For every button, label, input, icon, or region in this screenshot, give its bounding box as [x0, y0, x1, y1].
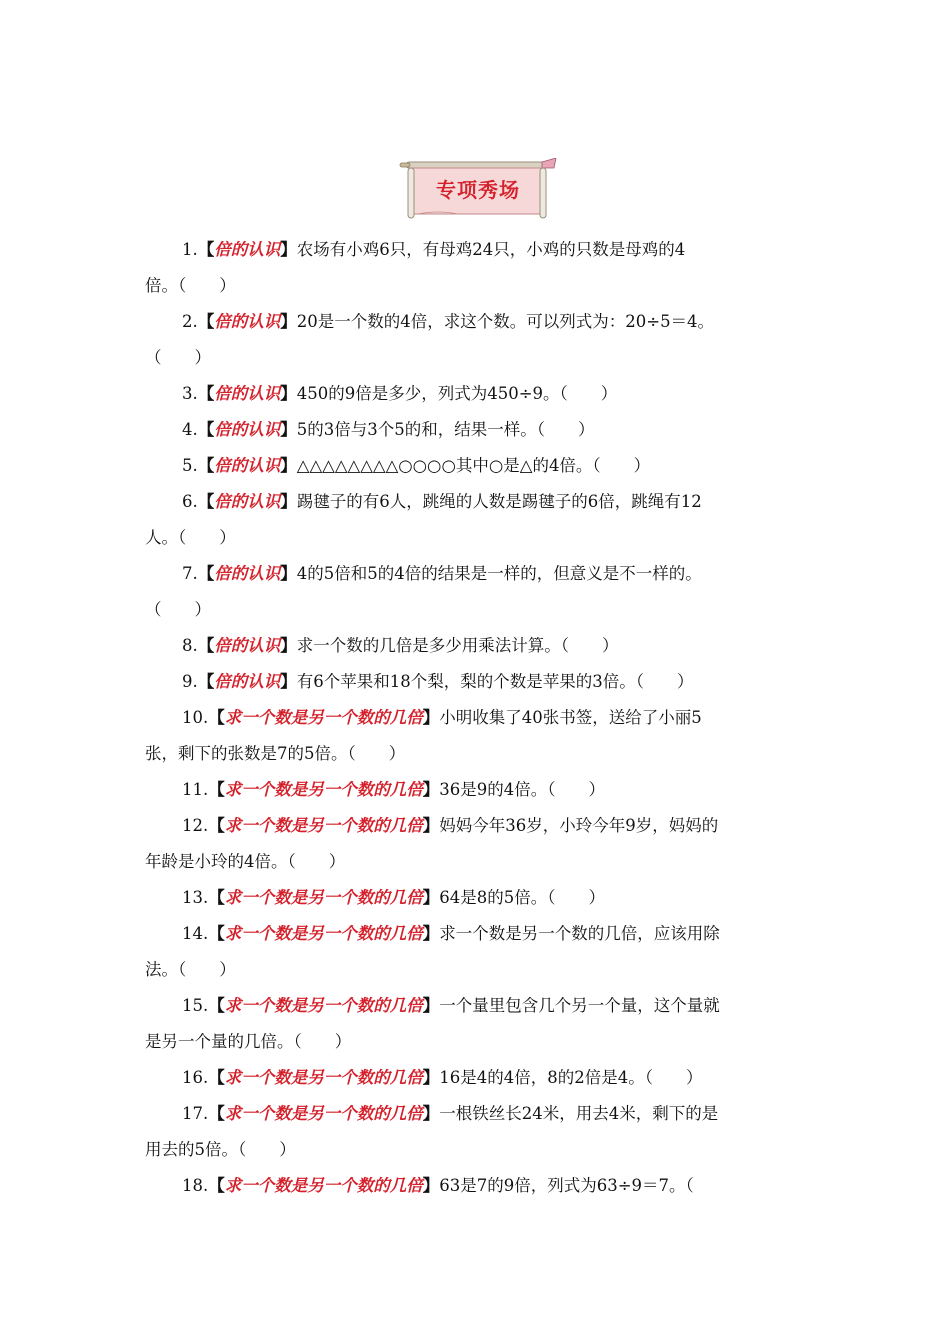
question-item [145, 1060, 810, 1096]
bracket-close: 】 [422, 708, 440, 727]
question-number: 1. [182, 240, 198, 259]
question-text: 16是4的4倍，8的2倍是4。（ ） [439, 1068, 703, 1087]
bracket-open: 【 [208, 816, 225, 835]
question-item [145, 880, 810, 916]
question-number: 8. [182, 636, 198, 655]
section-banner [398, 158, 558, 222]
question-item [145, 412, 810, 448]
topic-tag: 求一个数是另一个数的几倍 [224, 924, 423, 943]
question-text: 有6个苹果和18个梨，梨的个数是苹果的3倍。（ ） [296, 672, 694, 691]
bracket-open: 【 [197, 456, 215, 475]
bracket-open: 【 [208, 1104, 225, 1123]
question-text: 36是9的4倍。（ ） [439, 780, 605, 799]
topic-tag: 求一个数是另一个数的几倍 [224, 1176, 423, 1195]
question-text: 小明收集了40张书签，送给了小丽5 [439, 708, 702, 727]
question-item [145, 808, 810, 880]
bracket-close: 】 [280, 672, 297, 691]
question-text: 农场有小鸡6只，有母鸡24只，小鸡的只数是母鸡的4 [296, 240, 686, 259]
question-number: 3. [182, 384, 198, 403]
question-text: 5的3倍与3个5的和，结果一样。（ ） [296, 420, 595, 439]
bracket-open: 【 [197, 492, 215, 511]
question-number: 13. [182, 888, 209, 907]
bracket-open: 【 [197, 312, 215, 331]
question-number: 10. [182, 708, 209, 727]
question-text: 一个量里包含几个另一个量，这个量就 [439, 996, 720, 1015]
topic-tag: 倍的认识 [214, 420, 281, 439]
bracket-close: 】 [422, 1068, 440, 1087]
question-number: 2. [182, 312, 198, 331]
question-text: 倍。（ ） [145, 276, 236, 295]
bracket-open: 【 [208, 924, 225, 943]
question-item [145, 304, 810, 376]
question-item [145, 772, 810, 808]
question-item [145, 916, 810, 988]
question-text: 用去的5倍。（ ） [145, 1140, 296, 1159]
bracket-open: 【 [197, 636, 215, 655]
topic-tag: 倍的认识 [214, 492, 281, 511]
topic-tag: 求一个数是另一个数的几倍 [224, 708, 423, 727]
question-item [145, 376, 810, 412]
bracket-close: 】 [280, 636, 297, 655]
bracket-open: 【 [197, 240, 215, 259]
topic-tag: 倍的认识 [214, 384, 281, 403]
topic-tag: 求一个数是另一个数的几倍 [224, 816, 423, 835]
question-text: 踢毽子的有6人，跳绳的人数是踢毽子的6倍，跳绳有12 [296, 492, 702, 511]
bracket-close: 】 [422, 816, 440, 835]
question-number: 14. [182, 924, 209, 943]
question-number: 7. [182, 564, 198, 583]
question-item [145, 700, 810, 772]
bracket-open: 【 [197, 672, 215, 691]
bracket-close: 】 [280, 312, 297, 331]
bracket-open: 【 [208, 1176, 225, 1195]
topic-tag: 倍的认识 [214, 564, 281, 583]
question-number: 4. [182, 420, 198, 439]
question-text: 4的5倍和5的4倍的结果是一样的，但意义是不一样的。 [296, 564, 702, 583]
bracket-close: 】 [422, 780, 440, 799]
question-item [145, 1168, 810, 1204]
question-text: 法。（ ） [145, 960, 236, 979]
question-text: （ ） [145, 600, 211, 619]
question-number: 6. [182, 492, 198, 511]
question-list [145, 232, 810, 1204]
question-number: 12. [182, 816, 209, 835]
question-item [145, 556, 810, 628]
bracket-open: 【 [197, 384, 215, 403]
question-item [145, 448, 810, 484]
bracket-open: 【 [208, 1068, 225, 1087]
question-number: 18. [182, 1176, 209, 1195]
question-number: 16. [182, 1068, 209, 1087]
section-title: 专项秀场 [436, 178, 520, 202]
topic-tag: 求一个数是另一个数的几倍 [224, 1104, 423, 1123]
topic-tag: 求一个数是另一个数的几倍 [224, 780, 423, 799]
question-text: 450的9倍是多少，列式为450÷9。（ ） [296, 384, 618, 403]
bracket-close: 】 [280, 240, 297, 259]
question-item [145, 988, 810, 1060]
bracket-close: 】 [422, 996, 440, 1015]
question-number: 15. [182, 996, 209, 1015]
bracket-open: 【 [208, 888, 225, 907]
question-text: 人。（ ） [145, 528, 236, 547]
question-text: 求一个数是另一个数的几倍，应该用除 [439, 924, 720, 943]
question-text: 63是7的9倍，列式为63÷9＝7。（ [439, 1176, 694, 1195]
question-item [145, 1096, 810, 1168]
bracket-close: 】 [280, 384, 297, 403]
question-text: 是另一个量的几倍。（ ） [145, 1032, 352, 1051]
topic-tag: 求一个数是另一个数的几倍 [224, 1068, 423, 1087]
topic-tag: 倍的认识 [214, 240, 281, 259]
question-number: 17. [182, 1104, 209, 1123]
bracket-open: 【 [208, 708, 225, 727]
question-number: 9. [182, 672, 198, 691]
bracket-close: 】 [422, 924, 440, 943]
bracket-open: 【 [197, 564, 215, 583]
question-number: 5. [182, 456, 198, 475]
bracket-close: 】 [422, 1176, 440, 1195]
question-text: （ ） [145, 348, 211, 367]
bracket-open: 【 [208, 780, 225, 799]
topic-tag: 求一个数是另一个数的几倍 [224, 888, 423, 907]
question-item [145, 232, 810, 304]
question-text: 20是一个数的4倍，求这个数。可以列式为：20÷5＝4。 [296, 312, 715, 331]
question-text: 64是8的5倍。（ ） [439, 888, 605, 907]
topic-tag: 求一个数是另一个数的几倍 [224, 996, 423, 1015]
question-text: 一根铁丝长24米，用去4米，剩下的是 [439, 1104, 719, 1123]
question-text: 年龄是小玲的4倍。（ ） [145, 852, 346, 871]
question-text: 张，剩下的张数是7的5倍。（ ） [145, 744, 406, 763]
topic-tag: 倍的认识 [214, 672, 281, 691]
bracket-close: 】 [280, 420, 297, 439]
question-item [145, 664, 810, 700]
question-text: △△△△△△△△○○○○其中○是△的4倍。（ ） [296, 456, 651, 475]
bracket-close: 】 [422, 888, 440, 907]
question-item [145, 484, 810, 556]
question-item [145, 628, 810, 664]
bracket-open: 【 [197, 420, 215, 439]
bracket-open: 【 [208, 996, 225, 1015]
bracket-close: 】 [422, 1104, 440, 1123]
topic-tag: 倍的认识 [214, 636, 281, 655]
question-number: 11. [182, 780, 209, 799]
question-text: 妈妈今年36岁，小玲今年9岁，妈妈的 [439, 816, 719, 835]
topic-tag: 倍的认识 [214, 312, 281, 331]
bracket-close: 】 [280, 456, 297, 475]
bracket-close: 】 [280, 564, 297, 583]
bracket-close: 】 [280, 492, 297, 511]
question-text: 求一个数的几倍是多少用乘法计算。（ ） [296, 636, 619, 655]
topic-tag: 倍的认识 [214, 456, 281, 475]
